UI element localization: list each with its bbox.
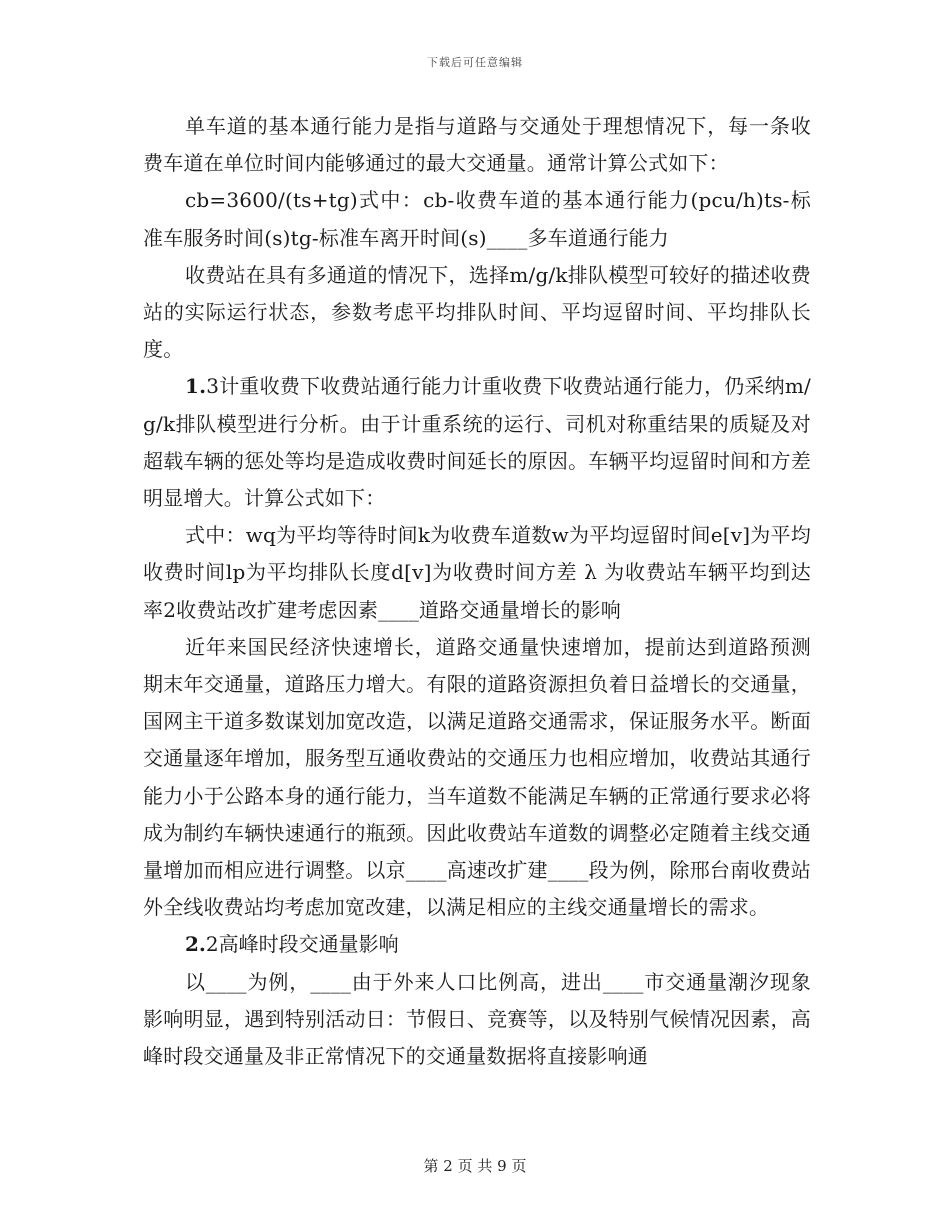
- page-header-note: 下载后可任意编辑: [427, 56, 523, 69]
- section-heading-peak-traffic: [143, 926, 811, 963]
- section-heading-text: 2高峰时段交通量影响: [205, 932, 399, 957]
- paragraph-peak-traffic: 以____为例，____由于外来人口比例高，进出____市交通量潮汐现象影响明显，遇到特别活动日：节假日、竞赛等，以及特别气候情况因素，高峰时段交通量及非正常情况下的交通量数据将直接影响通: [143, 969, 811, 1069]
- paragraph-weight-based-toll-capacity: [143, 368, 811, 517]
- paragraph-single-lane-capacity: 单车道的基本通行能力是指与道路与交通处于理想情况下，每一条收费车道在单位时间内能够通过的最大交通量。通常计算公式如下：: [143, 114, 811, 176]
- paragraph-text: 3计重收费下收费站通行能力计重收费下收费站通行能力，仍采纳m/g/k排队模型进行分析。由于计重系统的运行、司机对称重结果的质疑及对超载车辆的惩处等均是造成收费时间延长的原因。车辆平均逗留时间和方差明显增大。计算公式如下：: [143, 374, 811, 511]
- paragraph-capacity-formula: cb=3600/(ts+tg)式中：cb-收费车道的基本通行能力(pcu/h)ts-标准车服务时间(s)tg-标准车离开时间(s)____多车道通行能力: [143, 188, 811, 250]
- section-number: 1.: [185, 374, 207, 399]
- paragraph-multi-lane-queue-model: 收费站在具有多通道的情况下，选择m/g/k排队模型可较好的描述收费站的实际运行状态，参数考虑平均排队时间、平均逗留时间、平均排队长度。: [143, 262, 811, 362]
- paragraph-formula-variables: 式中：wq为平均等待时间k为收费车道数w为平均逗留时间e[v]为平均收费时间lp为平均排队长度d[v]为收费时间方差 λ 为收费站车辆平均到达率2收费站改扩建考虑因素____道路交通量增长的影响: [143, 523, 811, 622]
- document-body: [143, 108, 811, 1075]
- page-number-footer: 第 2 页 共 9 页: [423, 1157, 527, 1175]
- paragraph-traffic-growth: 近年来国民经济快速增长，道路交通量快速增加，提前达到道路预测期末年交通量，道路压力增大。有限的道路资源担负着日益增长的交通量，国网主干道多数谋划加宽改造，以满足道路交通需求，保证服务水平。断面交通量逐年增加，服务型互通收费站的交通压力也相应增加，收费站其通行能力小于公路本身的通行能力，当车道数不能满足车辆的正常通行要求必将成为制约车辆快速通行的瓶颈。因此收费站车道数的调整必定随着主线交通量增加而相应进行调整。以京____高速改扩建____段为例，除邢台南收费站外全线收费站均考虑加宽改建，以满足相应的主线交通量增长的需求。: [143, 634, 811, 920]
- section-number: 2.: [185, 932, 206, 957]
